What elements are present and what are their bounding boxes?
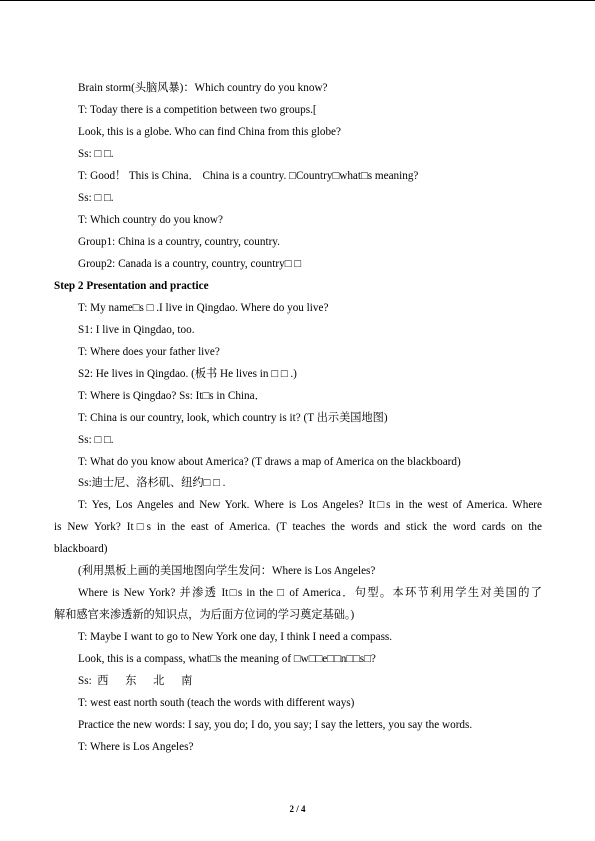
text-line: Brain storm(头脑风暴)：Which country do you know? <box>78 82 328 94</box>
text-line: Ss: □ □. <box>78 192 114 204</box>
text-line: T: What do you know about America? (T draws a map of America on the blackboard) <box>78 456 461 468</box>
text-line: T: Where does your father live? <box>78 346 220 358</box>
text-line: T: Today there is a competition between two groups.[ <box>78 104 317 116</box>
text-line: T: west east north south (teach the words with different ways) <box>78 697 355 709</box>
text-line: T: Where is Qingdao? Ss: It□s in China． <box>78 390 266 402</box>
text-line: T: Maybe I want to go to New York one day, I think I need a compass. <box>78 631 393 643</box>
text-line: T: China is our country, look, which country is it? (T 出示美国地图) <box>78 412 388 424</box>
section-heading: Step 2 Presentation and practice <box>54 280 209 292</box>
text-line: Look, this is a compass, what□s the meaning of □w□□e□□n□□s□? <box>78 653 376 665</box>
text-line: Ss: 西 东 北 南 <box>78 675 193 687</box>
text-line: (利用黑板上画的美国地图向学生发问：Where is Los Angeles? <box>78 565 376 577</box>
text-line: S1: I live in Qingdao, too. <box>78 324 195 336</box>
text-line: T: Which country do you know? <box>78 214 223 226</box>
page-number: 2 / 4 <box>289 804 306 814</box>
text-line: Ss: □ □. <box>78 434 114 446</box>
text-line: Group2: Canada is a country, country, country□ □ <box>78 258 302 270</box>
text-line: T: Yes, Los Angeles and New York. Where is Los Angeles? It□s in the west of America. Where <box>78 499 542 511</box>
text-line: S2: He lives in Qingdao. (板书 He lives in □ □ .) <box>78 368 297 380</box>
text-line: T: Good！ This is China． China is a country. □Country□what□s meaning? <box>78 170 419 182</box>
text-line: Ss: □ □. <box>78 148 114 160</box>
text-line: Look, this is a globe. Who can find China from this globe? <box>78 126 341 138</box>
text-line: T: Where is Los Angeles? <box>78 741 194 753</box>
text-line: T: My name□s □ .I live in Qingdao. Where do you live? <box>78 302 329 314</box>
text-line: is New York? It□s in the east of America. (T teaches the words and stick the word cards on the <box>54 521 542 533</box>
text-line: 解和感官来渗透新的知识点，为后面方位词的学习奠定基础。) <box>54 609 355 621</box>
text-line: Practice the new words: I say, you do; I do, you say; I say the letters, you say the words. <box>78 719 473 731</box>
text-line: blackboard) <box>54 543 108 555</box>
text-line: Ss:迪士尼、洛杉矶、纽约□ □ . <box>78 477 226 489</box>
page-top-rule <box>0 0 595 1</box>
text-line: Group1: China is a country, country, country. <box>78 236 280 248</box>
text-line: Where is New York? 并渗透 It□s in the □ of America．句型。本环节利用学生对美国的了 <box>78 587 542 599</box>
